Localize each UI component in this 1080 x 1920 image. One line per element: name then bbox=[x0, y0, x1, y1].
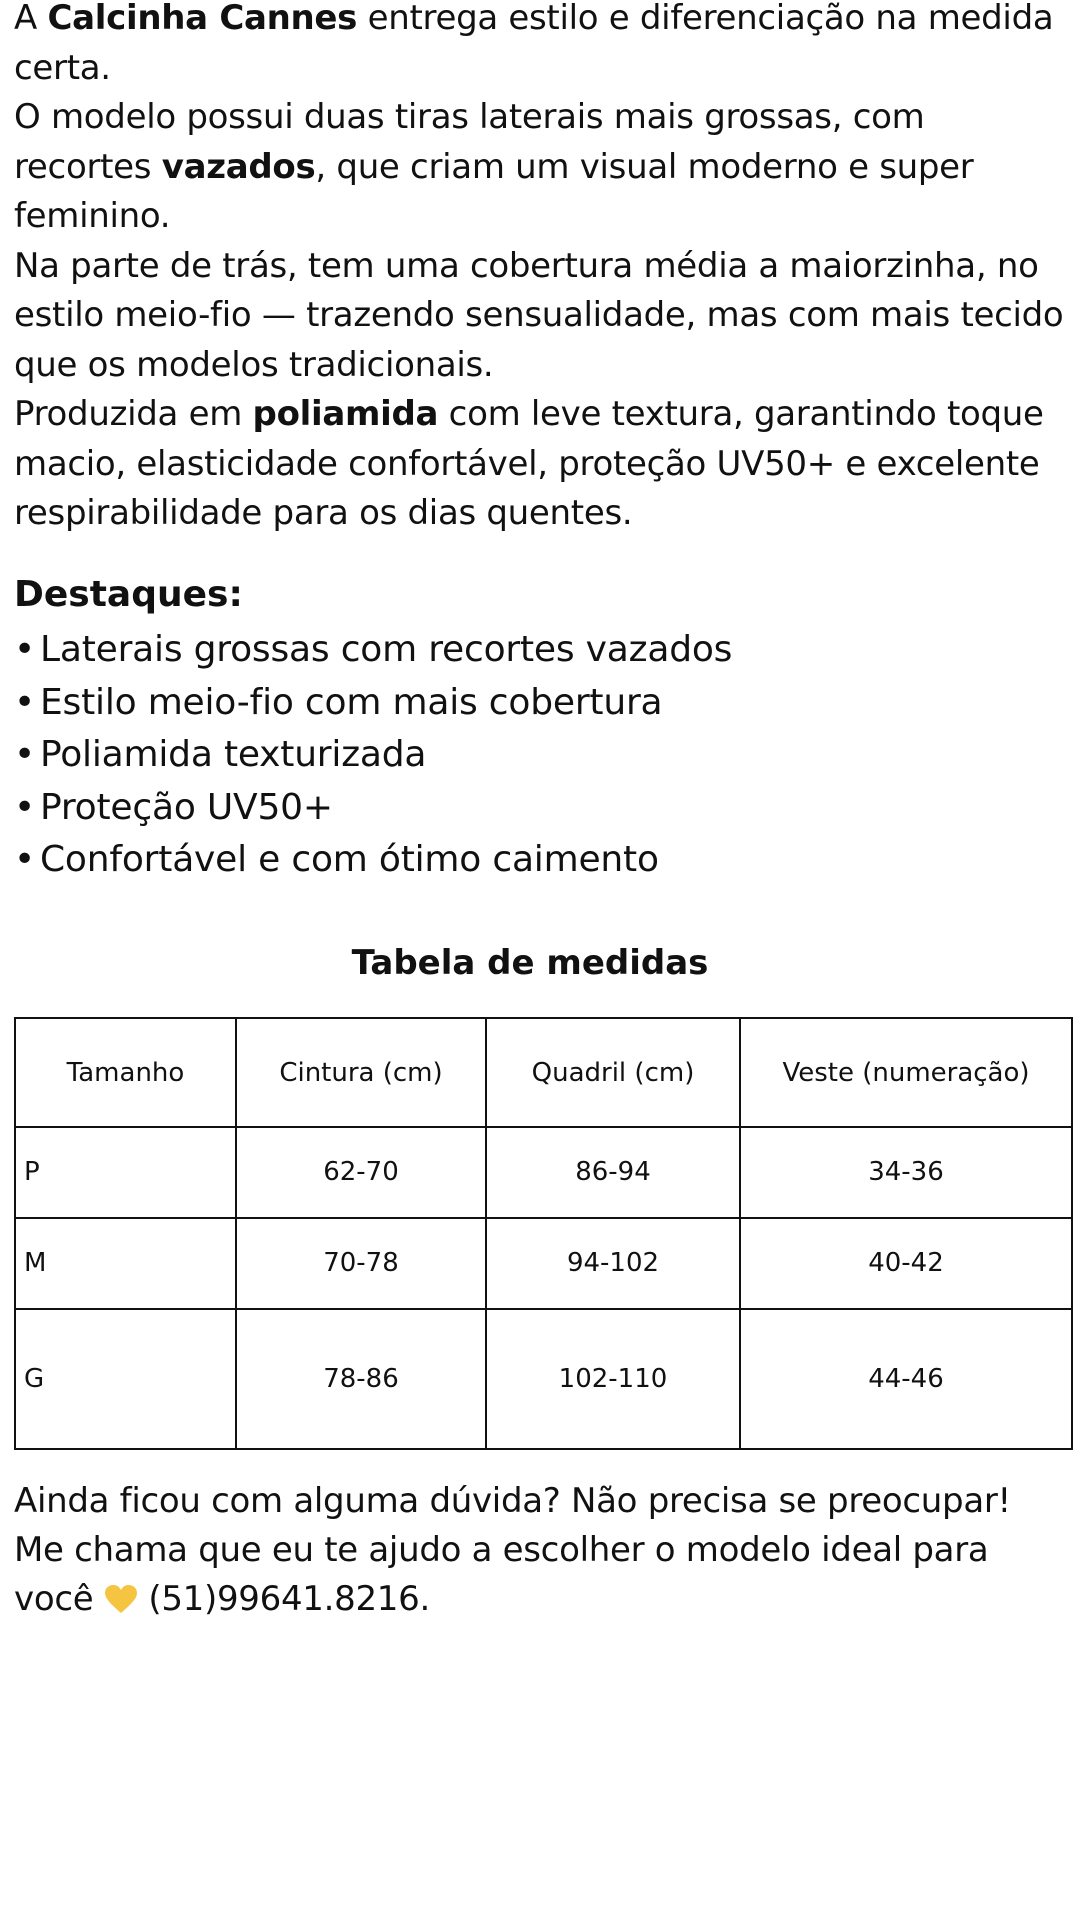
highlight-item bbox=[14, 729, 732, 782]
bullet: • bbox=[14, 734, 36, 775]
highlight-item bbox=[14, 624, 732, 677]
cell-waist: 62-70 bbox=[236, 1127, 486, 1218]
text: , que criam um visual moderno e super feminino. bbox=[14, 146, 974, 236]
text: A bbox=[14, 0, 48, 38]
size-table bbox=[14, 1017, 1073, 1450]
header-hip: Quadril (cm) bbox=[486, 1018, 740, 1127]
table-header-row bbox=[15, 1018, 1072, 1127]
highlight-text: Poliamida texturizada bbox=[40, 734, 427, 775]
description-paragraph-4 bbox=[14, 390, 1070, 539]
bold-text: vazados bbox=[161, 146, 316, 187]
size-table-title: Tabela de medidas bbox=[351, 943, 709, 983]
highlights-list bbox=[14, 624, 732, 887]
description-paragraph-1 bbox=[14, 0, 1070, 93]
table-row bbox=[15, 1309, 1072, 1449]
header-fits: Veste (numeração) bbox=[740, 1018, 1072, 1127]
text: O modelo possui duas tiras laterais mais grossas, com recortes bbox=[14, 97, 925, 187]
description-paragraph-3 bbox=[14, 242, 1070, 391]
cell-hip: 102-110 bbox=[486, 1309, 740, 1449]
highlight-item bbox=[14, 834, 732, 887]
cell-waist: 70-78 bbox=[236, 1218, 486, 1309]
cell-fits: 34-36 bbox=[740, 1127, 1072, 1218]
table-row bbox=[15, 1218, 1072, 1309]
cell-size: M bbox=[15, 1218, 236, 1309]
bullet: • bbox=[14, 629, 36, 670]
highlight-text: Confortável e com ótimo caimento bbox=[40, 839, 659, 880]
highlight-text: Laterais grossas com recortes vazados bbox=[40, 629, 733, 670]
table-row bbox=[15, 1127, 1072, 1218]
text: com leve textura, garantindo toque macio, elasticidade confortável, proteção UV50+ e excelente respirabilidade para os dias quentes. bbox=[14, 394, 1044, 533]
text: entrega estilo e diferenciação na medida certa. bbox=[14, 0, 1054, 88]
bullet: • bbox=[14, 681, 36, 723]
yellow-heart-icon bbox=[104, 1579, 138, 1609]
text: Na parte de trás, tem uma cobertura média a maiorzinha, no estilo meio-fio — trazendo sensualidade, mas com mais tecido que os modelos tradicionais. bbox=[14, 245, 1064, 385]
product-description bbox=[14, 0, 1070, 539]
cell-hip: 94-102 bbox=[486, 1218, 740, 1309]
cell-hip: 86-94 bbox=[486, 1127, 740, 1218]
contact-footer bbox=[14, 1477, 1054, 1624]
cell-size: P bbox=[15, 1127, 236, 1218]
cell-waist: 78-86 bbox=[236, 1309, 486, 1449]
header-size: Tamanho bbox=[15, 1018, 236, 1127]
highlights-title: Destaques: bbox=[14, 574, 243, 615]
description-paragraph-2 bbox=[14, 93, 1070, 242]
highlight-text: Proteção UV50+ bbox=[40, 786, 333, 828]
highlight-item bbox=[14, 782, 732, 835]
highlight-text: Estilo meio-fio com mais cobertura bbox=[40, 681, 663, 723]
bullet: • bbox=[14, 786, 36, 828]
bold-text: poliamida bbox=[252, 394, 439, 434]
cell-size: G bbox=[15, 1309, 236, 1449]
bullet: • bbox=[14, 839, 36, 880]
phone-number: (51)99641.8216. bbox=[148, 1579, 430, 1619]
footer-text: Ainda ficou com alguma dúvida? Não precisa se preocupar! Me chama que eu te ajudo a escolher o modelo ideal para você bbox=[14, 1481, 1011, 1619]
cell-fits: 40-42 bbox=[740, 1218, 1072, 1309]
text: Produzida em bbox=[14, 394, 253, 434]
cell-fits: 44-46 bbox=[740, 1309, 1072, 1449]
highlight-item bbox=[14, 677, 732, 730]
header-waist: Cintura (cm) bbox=[236, 1018, 486, 1127]
product-name: Calcinha Cannes bbox=[47, 0, 358, 38]
